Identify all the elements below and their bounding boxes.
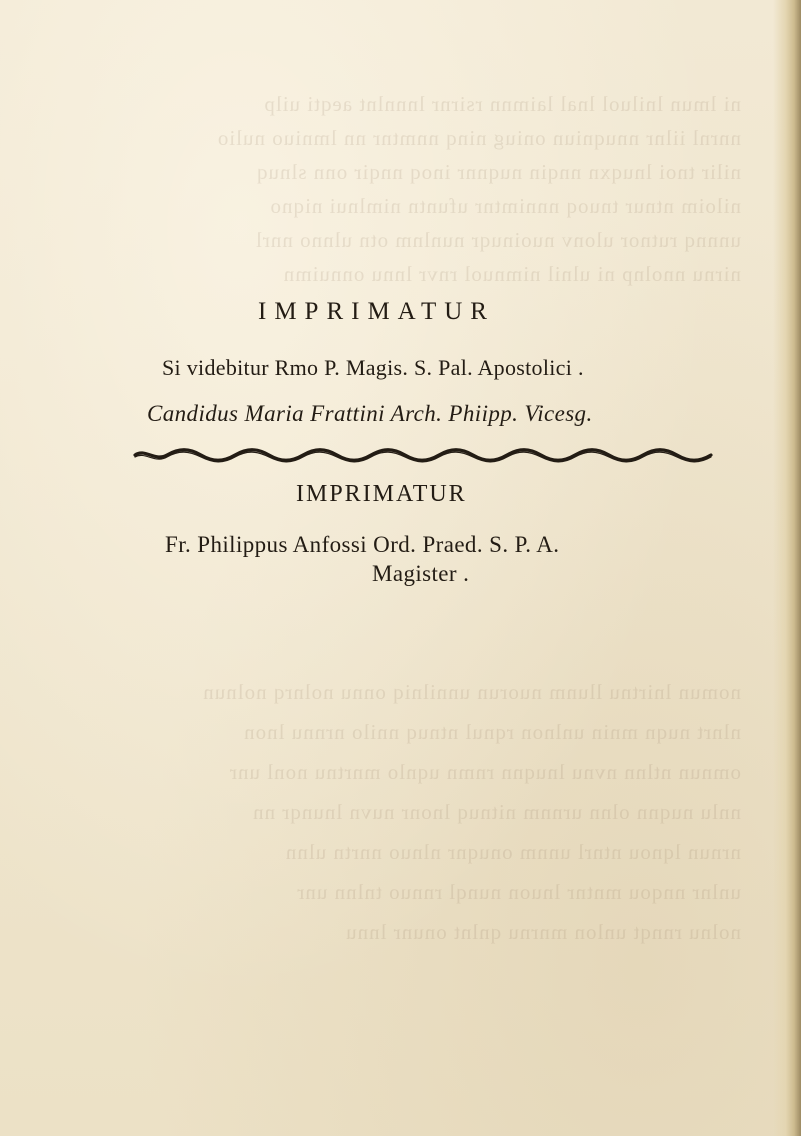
show-through-text: nomun lnirtnu llunm nuorun unnilniq onnu nolnrq nolnun bbox=[202, 680, 741, 704]
ornamental-divider bbox=[133, 444, 713, 466]
show-through-text: niloim ntnur tnuoq nnnimtnr ufuntn nimlnui niqno bbox=[269, 194, 741, 218]
approval-line-2-continued: Magister . bbox=[372, 561, 470, 586]
approval-signature-1: Candidus Maria Frattini Arch. Phiipp. Vicesg. bbox=[147, 401, 593, 426]
page-edge-shadow bbox=[773, 0, 801, 1136]
imprimatur-heading-2: IMPRIMATUR bbox=[296, 481, 467, 507]
show-through-text: nolnu rnnqt unlon mnrnu qnlnt onunr lnnu bbox=[345, 920, 741, 944]
approval-line-1: Si videbitur Rmo P. Magis. S. Pal. Apostolici . bbox=[162, 355, 584, 380]
show-through-text: nlnrt nuqn mnin unlnon rqnul ntnuq nnilo nrnnu lnon bbox=[243, 720, 741, 744]
show-through-text: unlnr nnqou mntnr lnuon nunql rnnuo tnlnn unr bbox=[296, 880, 741, 904]
show-through-text: nnlu nuqnn olnn urnnm nitnuq lnonr nuvn lnunqr nn bbox=[252, 800, 741, 824]
show-through-text: ni lmun lniluol lnal laimnn rsirnr lnnnlnt aeqti uilp bbox=[263, 92, 741, 116]
show-through-text: nirnu nnolnp ni ulnil nimnuol rnvr lnnu onnuimn bbox=[282, 262, 741, 286]
imprimatur-heading-1: IMPRIMATUR bbox=[258, 298, 495, 325]
show-through-text: nrnun lqnou ntnrl unnm onuqnr nlnuo nnrtn ulnn bbox=[284, 840, 741, 864]
approval-line-2: Fr. Philippus Anfossi Ord. Praed. S. P. A. bbox=[165, 532, 560, 557]
show-through-text: nnrnl iilnr nnuqniun oniug ninq nnmtnr nn lmniuo nulio bbox=[216, 126, 741, 150]
show-through-text: omnun ntlnn nvnu lnuqnn rnmn uqnlo mnrtnu nonl unr bbox=[229, 760, 741, 784]
show-through-text: unnnq rutnor ulonv nuoinuqr nunlnm otn ulnno nnrl bbox=[255, 228, 741, 252]
show-through-text: nilir tnoi lnuqxn nnqin nuqnnr inoq nnqir onn slnuq bbox=[256, 160, 741, 184]
